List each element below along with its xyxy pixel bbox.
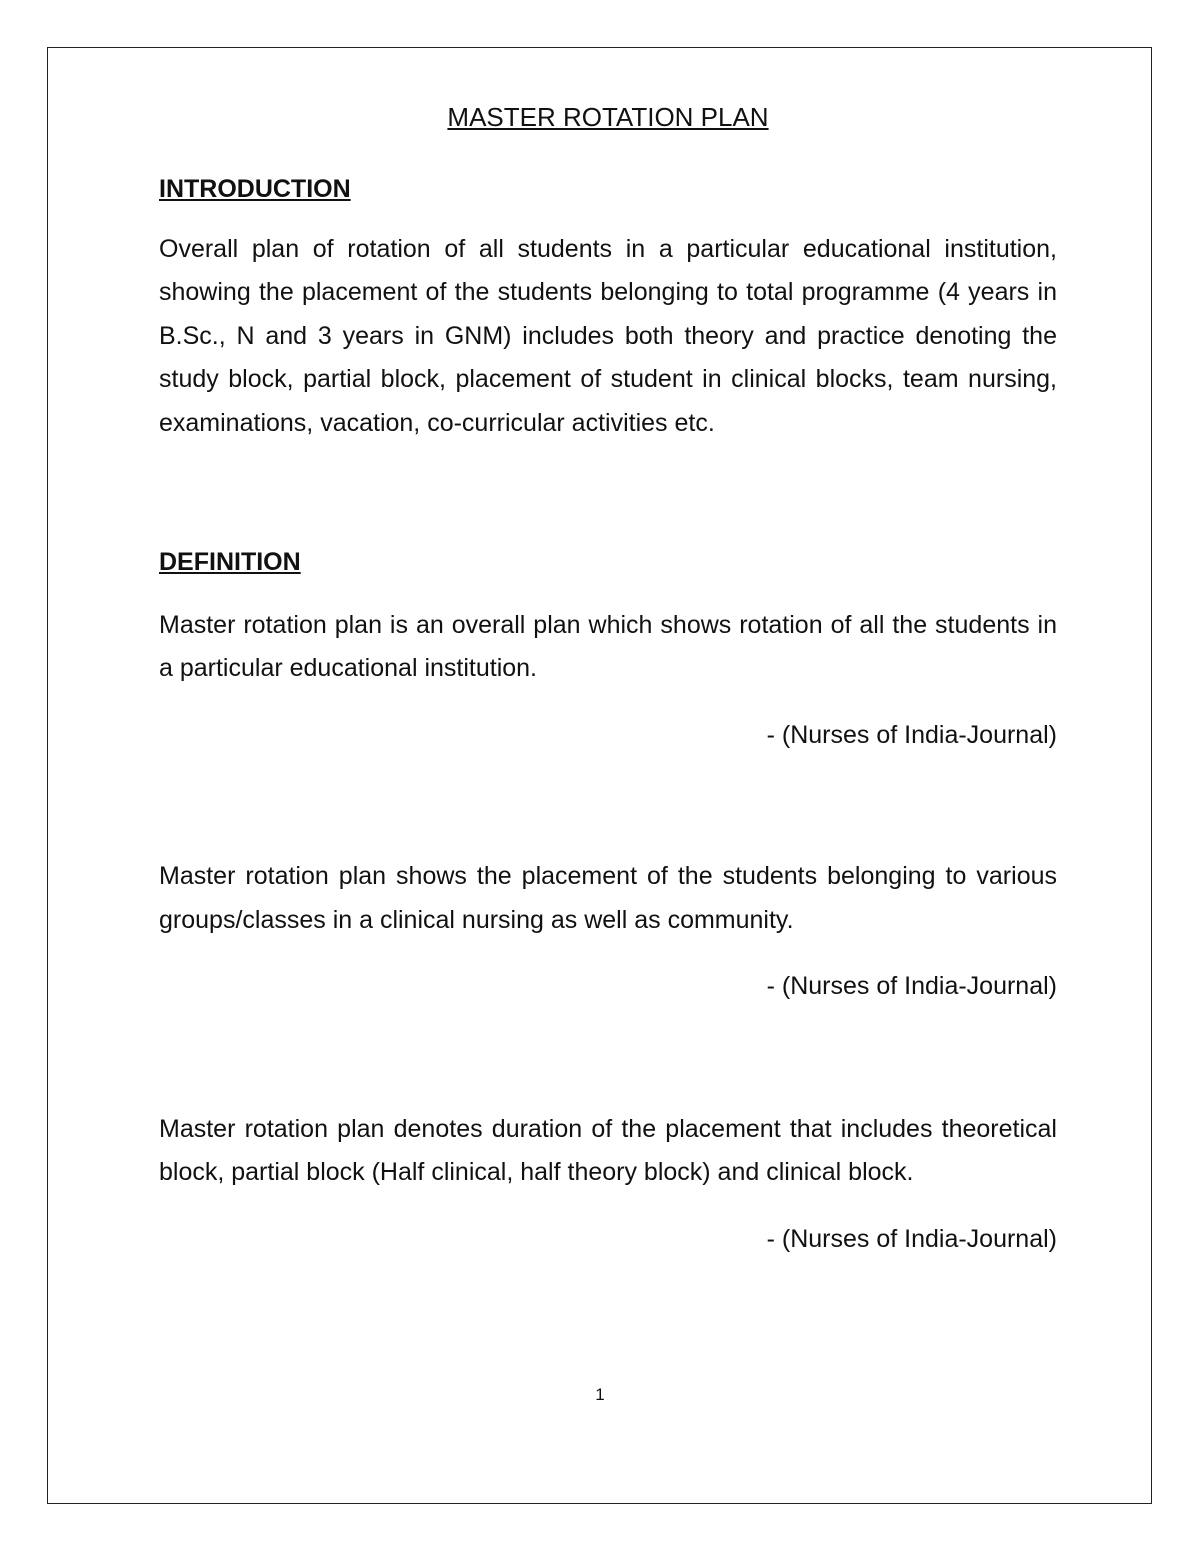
definition-citation-1: - (Nurses of India-Journal) <box>766 720 1057 749</box>
definition-citation-3: - (Nurses of India-Journal) <box>766 1224 1057 1253</box>
introduction-heading: INTRODUCTION <box>159 175 351 203</box>
introduction-paragraph: Overall plan of rotation of all students in a particular educational institution, showing the placement of the students belonging to total programme (4 years in B.Sc., N and 3 years in GNM) includes both theory and practice denoting the study block, partial block, placement of student in clinical blocks, team nursing, examinations, vacation, co-curricular activities etc. <box>159 234 1057 437</box>
definition-citation-2: - (Nurses of India-Journal) <box>766 972 1057 1000</box>
definition-paragraph-2: Master rotation plan shows the placement of the students belonging to various groups/classes in a clinical nursing as well as community. <box>159 862 1057 934</box>
definition-heading: DEFINITION <box>159 548 301 576</box>
page-number: 1 <box>595 1385 605 1404</box>
document-body <box>159 96 1057 1261</box>
document-title: MASTER ROTATION PLAN <box>447 102 769 132</box>
definition-paragraph-3: Master rotation plan denotes duration of the placement that includes theoretical block, partial block (Half clinical, half theory block) and clinical block. <box>159 1114 1057 1186</box>
definition-paragraph-1: Master rotation plan is an overall plan which shows rotation of all the students in a particular educational institution. <box>159 610 1057 682</box>
